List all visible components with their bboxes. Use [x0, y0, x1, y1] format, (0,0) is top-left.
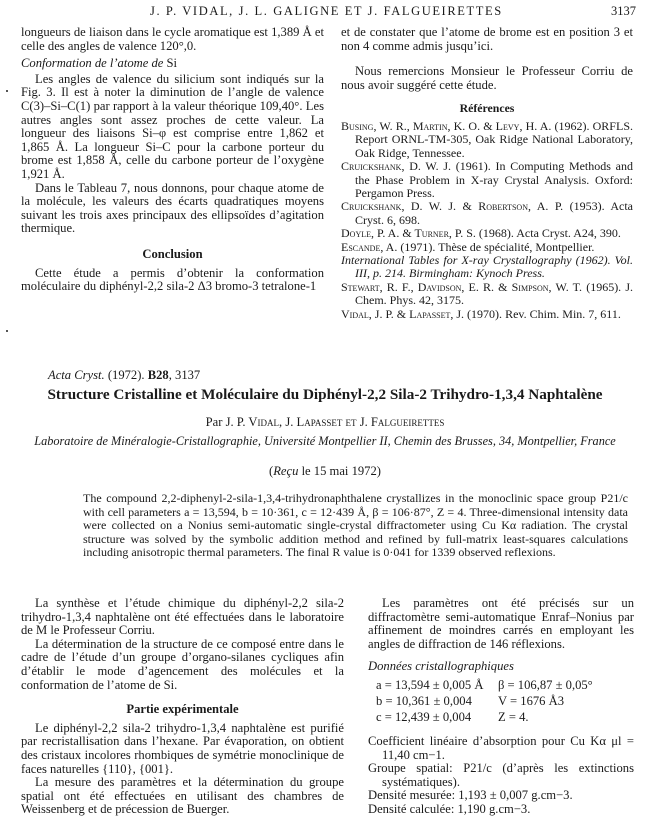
table-cell: β = 106,87 ± 0,05° — [498, 677, 593, 692]
affiliation: Laboratoire de Minéralogie-Cristallographie, Université Montpellier II, Chemin des Brusses, 34, Montpellier, France — [34, 434, 616, 448]
prev-right-column — [341, 26, 633, 321]
margin-mark — [6, 330, 8, 332]
experimental-p2: La mesure des paramètres et la détermination du groupe spatial ont été effectuées en utilisant des chambres de Weissenberg et de précession de Buerger. — [21, 775, 344, 817]
table-row — [376, 693, 593, 709]
received-line: (Reçu le 15 mai 1972) — [269, 464, 381, 478]
authors: J. P. Vidal, J. Lapasset et J. Falgueirettes — [225, 415, 445, 429]
conformation-heading: Conformation de l’atome de Si — [21, 56, 178, 71]
reference-item: Cruickshank, D. W. J. (1961). In Computing Methods and the Phase Problem in X-ray Crystal Analysis. Oxford: Pergamon Press. — [341, 159, 633, 200]
prev-left-p3: Dans le Tableau 7, nous donnons, pour chaque atome de la molécule, les valeurs des écarts quadratiques moyens suivant les trois axes principaux des ellipsoïdes d’agitation thermique. — [21, 180, 324, 236]
prev-right-p1: et de constater que l’atome de brome est en position 3 et non 4 comme admis jusqu’ici. — [341, 25, 633, 53]
prev-left-p2: Les angles de valence du silicium sont indiqués sur la Fig. 3. Il est à noter la diminution de l’angle de valence C(3)–Si–C(1) par rapport à la valeur théorique 109,40°. Les autres angles sont assez proches de cette valeur. La longueur des liaisons Si–φ est comprise entre 1,862 et 1,865 Å. La longueur Si–C pour la carbone porteur du brome est 1,858 Å, celle du carbone porteur de l’oxygène 1,921 Å. — [21, 71, 324, 181]
table-cell: V = 1676 Å3 — [498, 693, 564, 708]
reference-item: Busing, W. R., Martin, K. O. & Levy, H. A. (1962). ORFLS. Report ORNL-TM-305, Oak Ridge National Laboratory, Oak Ridge, Tennessee. — [341, 118, 633, 160]
reference-item: Vidal, J. P. & Lapasset, J. (1970). Rev. Chim. Min. 7, 611. — [341, 306, 621, 321]
references-list — [341, 120, 633, 321]
table-row — [376, 709, 593, 725]
prev-left-p1: longueurs de liaison dans le cycle aromatique est 1,389 Å et celle des angles de valence 120°,0. — [21, 25, 324, 53]
prev-left-column — [21, 26, 324, 294]
page-number: 3137 — [611, 4, 636, 18]
running-head: J. P. VIDAL, J. L. GALIGNE ET J. FALGUEIRETTES — [150, 4, 503, 18]
experimental-p1: Le diphényl-2,2 sila-2 trihydro-1,3,4 naphtalène est purifié par recristallisation dans l’hexane. Par évaporation, on obtient des cristaux incolores rhombiques de symétrie monoclinique de faces naturelles {110}, {001}. — [21, 720, 344, 776]
crystal-data-heading: Données cristallographiques — [368, 659, 514, 674]
table-cell: c = 12,439 ± 0,004 — [376, 709, 472, 724]
running-header — [0, 4, 650, 24]
authors-line: Par J. P. Vidal, J. Lapasset et J. Falgueirettes — [205, 415, 445, 429]
intro-p1: La synthèse et l’étude chimique du diphényl-2,2 sila-2 trihydro-1,3,4 naphtalène ont été effectuées dans le laboratoire de M le Professeur Corriu. — [21, 596, 344, 638]
acknowledgement: Nous remercions Monsieur le Professeur Corriu de nous avoir suggéré cette étude. — [341, 64, 633, 92]
article-right-column — [368, 597, 634, 817]
conclusion-heading: Conclusion — [142, 246, 203, 261]
table-cell: Z = 4. — [498, 709, 529, 724]
reference-item: Doyle, P. A. & Turner, P. S. (1968). Acta Cryst. A24, 390. — [341, 226, 621, 241]
references-heading: Références — [459, 101, 515, 116]
article-left-column — [21, 597, 344, 817]
reference-item: International Tables for X-ray Crystallography (1962). Vol. III, p. 214. Birmingham: Kynoch Press. — [341, 253, 633, 281]
intro-p2: La détermination de la structure de ce composé entre dans le cadre de l’étude d’un groupe d’organo-silanes cycliques afin d’établir le mode d’agencement des molécules et la conformation de l’atome de Si. — [21, 636, 344, 692]
prev-left-p4: Cette étude a permis d’obtenir la conformation moléculaire du diphényl-2,2 sila-2 Δ3 bromo-3 tetralone-1 — [21, 265, 324, 294]
calculated-density: Densité calculée: 1,190 g.cm−3. — [368, 801, 531, 816]
table-cell: b = 10,361 ± 0,004 — [376, 693, 472, 708]
measured-density: Densité mesurée: 1,193 ± 0,007 g.cm−3. — [368, 788, 573, 803]
reference-item: Cruickshank, D. W. J. & Robertson, A. P. (1953). Acta Cryst. 6, 698. — [341, 199, 633, 227]
reference-item: Stewart, R. F., Davidson, E. R. & Simpson, W. T. (1965). J. Chem. Phys. 42, 3175. — [341, 279, 633, 308]
experimental-heading: Partie expérimentale — [126, 702, 239, 717]
absorption-coefficient: Coefficient linéaire d’absorption pour Cu Kα μl = 11,40 cm−1. — [368, 733, 634, 762]
reference-item: Escande, A. (1971). Thèse de spécialité, Montpellier. — [341, 239, 595, 254]
cell-parameters-table — [376, 677, 593, 725]
citation-line: Acta Cryst. (1972). B28, 3137 — [48, 368, 201, 382]
table-cell: a = 13,594 ± 0,005 Å — [376, 677, 484, 692]
abstract: The compound 2,2-diphenyl-2-sila-1,3,4-trihydronaphthalene crystallizes in the monoclinic space group P21/c with cell parameters a = 13,594, b = 10·361, c = 12·439 Å, β = 106·87°, Z = 4. Three-dimensional intensity data were collected on a Nonius semi-automatic single-crystal diffractometer using Cu Kα radiation. The crystal structure was solved by the symbolic addition method and refined by full-matrix least-squares calculations including anisotropic thermal parameters. The final R value is 0·041 for 1339 observed reflexions. — [83, 491, 628, 560]
margin-mark — [6, 90, 8, 92]
space-group: Groupe spatial: P21/c (d’après les extinctions systématiques). — [368, 761, 634, 789]
table-row — [376, 677, 593, 693]
params-paragraph: Les paramètres ont été précisés sur un diffractomètre semi-automatique Enraf–Nonius par affinement de moindres carrés en employant les angles de diffraction de 146 réflexions. — [368, 596, 634, 651]
article-title: Structure Cristalline et Moléculaire du Diphényl-2,2 Sila-2 Trihydro-1,3,4 Naphtalène — [47, 386, 603, 403]
